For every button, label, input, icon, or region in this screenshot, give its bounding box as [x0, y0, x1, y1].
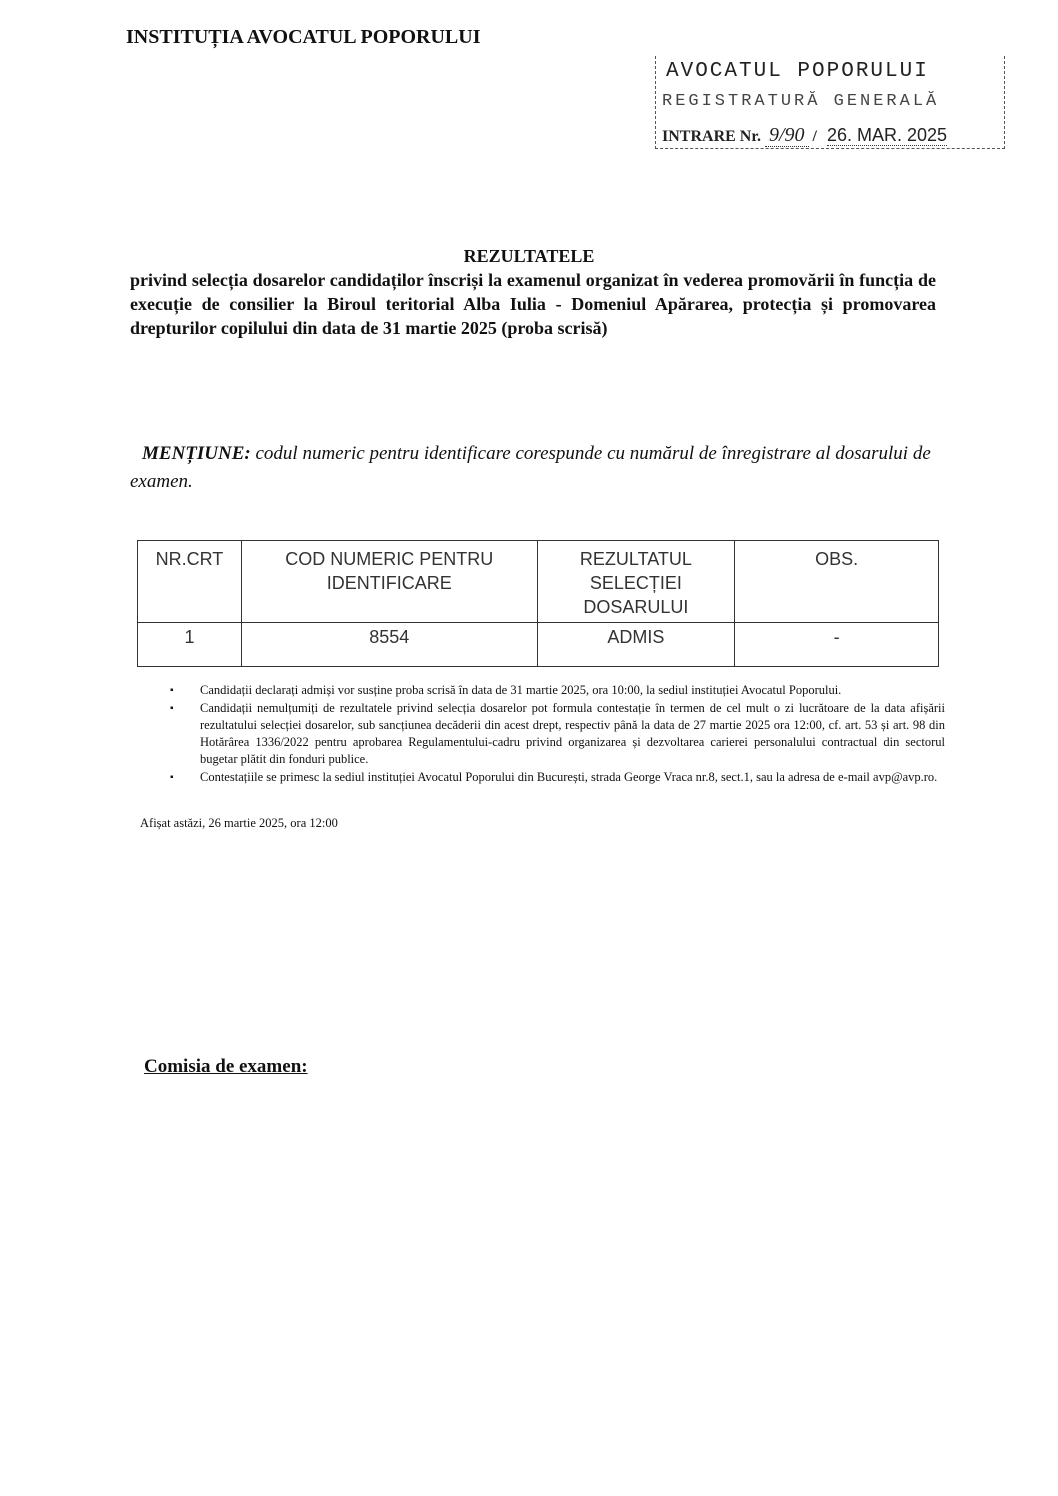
stamp-line-2: REGISTRATURĂ GENERALĂ [662, 92, 940, 111]
stamp-entry-label: INTRARE Nr. [662, 128, 761, 145]
commission-heading: Comisia de examen: [144, 1056, 308, 1077]
list-item: ▪ Candidații nemulțumiți de rezultatele privind selecția dosarelor pot formula contestație în termen de cel mult o zi lucrătoare de la data afișării rezultatului selecției dosarelor, sub sancțiunea decăderii din acest drept, respectiv până la data de 27 martie 2025 ora 12:00, cf. art. 53 și art. 98 din Hotărârea 1336/2022 pentru aprobarea Regulamentului-cadru privind organizarea și dezvoltarea carierei personalului contractual din sectorul bugetar plătit din fonduri publice. [170, 700, 945, 768]
cell-cod-numeric: 8554 [241, 623, 537, 667]
list-item: ▪ Contestațiile se primesc la sediul instituției Avocatul Poporului din București, strada George Vraca nr.8, sect.1, sau la adresa de e-mail avp@avp.ro. [170, 769, 945, 786]
stamp-entry-date: 26. MAR. 2025 [827, 125, 948, 145]
cell-rezultatul: ADMIS [537, 623, 735, 667]
results-table [137, 540, 939, 667]
stamp-line-1: AVOCATUL POPORULUI [666, 60, 929, 83]
document-subtitle: privind selecția dosarelor candidaților înscriși la examenul organizat în vederea promovării în funcția de execuție de consilier la Biroul teritorial Alba Iulia - Domeniul Apărarea, protecția și promovarea drepturilor copilului din data de 31 martie 2025 (proba scrisă) [130, 270, 936, 338]
mention-paragraph [130, 440, 936, 496]
mention-lead: MENȚIUNE: [142, 443, 251, 464]
header-obs: OBS. [735, 541, 939, 623]
header-nr-crt: NR.CRT [138, 541, 242, 623]
list-item: ▪ Candidații declarați admiși vor susține proba scrisă în data de 31 martie 2025, ora 10:00, la sediul instituției Avocatul Poporului. [170, 682, 945, 699]
stamp-entry-separator: / [812, 128, 817, 145]
table-row [138, 623, 939, 667]
registry-stamp [655, 56, 1005, 149]
posted-date: Afișat astăzi, 26 martie 2025, ora 12:00 [140, 816, 338, 830]
header-rezultatul: REZULTATUL SELECȚIEI DOSARULUI [537, 541, 735, 623]
header-cod-numeric: COD NUMERIC PENTRU IDENTIFICARE [241, 541, 537, 623]
institution-name: INSTITUȚIA AVOCATUL POPORULUI [126, 26, 481, 48]
cell-nr-crt: 1 [138, 623, 242, 667]
stamp-entry-number: 9/90 [765, 124, 809, 147]
notes-list [170, 682, 945, 787]
cell-obs: - [735, 623, 939, 667]
stamp-entry [662, 124, 947, 147]
mention-text: codul numeric pentru identificare corespunde cu numărul de înregistrare al dosarului de examen. [130, 443, 931, 492]
table-header-row [138, 541, 939, 623]
document-title: REZULTATELE [463, 246, 595, 266]
